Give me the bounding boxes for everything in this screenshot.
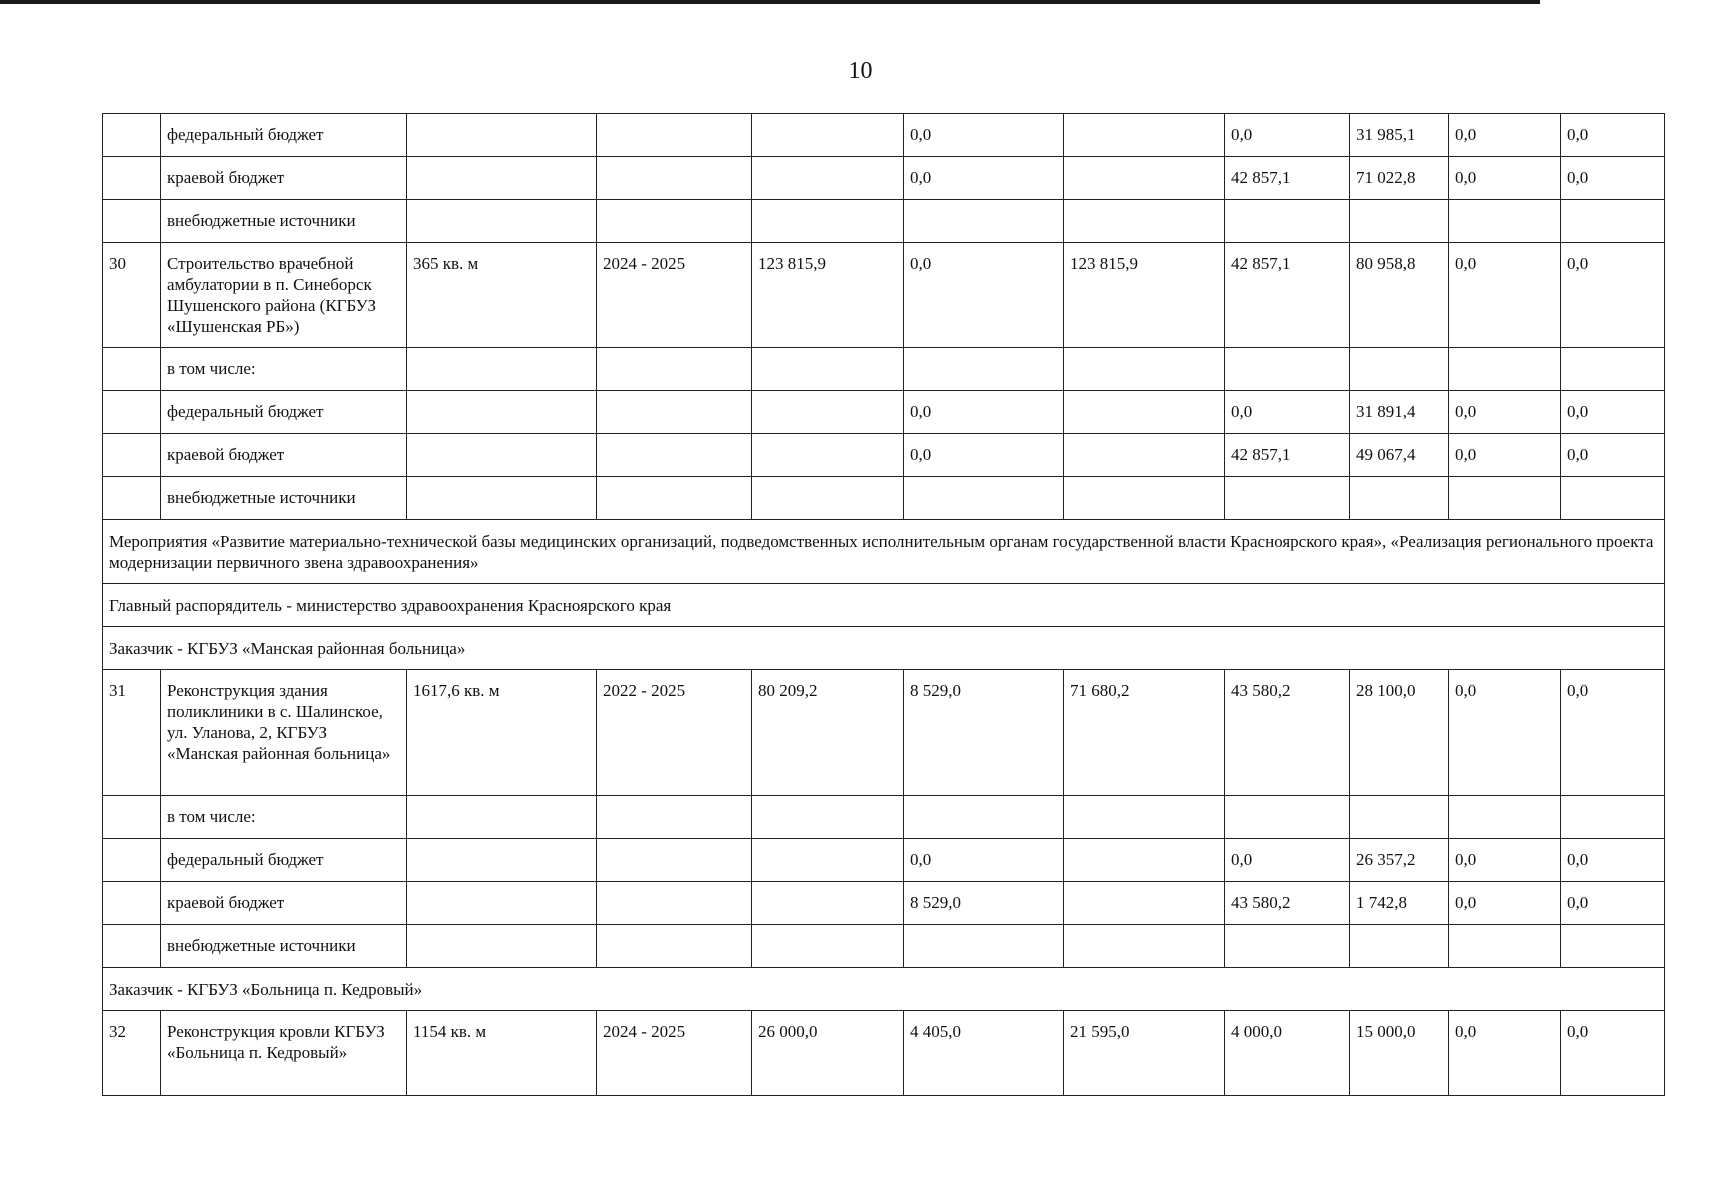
value-cell: 2024 - 2025 [597,1011,752,1096]
table-row [103,157,1665,200]
value-cell [1064,925,1225,968]
value-cell: 0,0 [1449,114,1561,157]
value-cell [1064,882,1225,925]
value-cell [407,796,597,839]
row-label-cell: федеральный бюджет [161,839,407,882]
value-cell [1064,157,1225,200]
value-cell [1225,200,1350,243]
row-label-cell: внебюджетные источники [161,925,407,968]
value-cell: 4 405,0 [904,1011,1064,1096]
value-cell: 28 100,0 [1350,670,1449,796]
value-cell [1350,200,1449,243]
value-cell: 42 857,1 [1225,157,1350,200]
value-cell: 1154 кв. м [407,1011,597,1096]
value-cell [1449,477,1561,520]
value-cell [904,200,1064,243]
budget-table [102,113,1665,1096]
value-cell [407,157,597,200]
value-cell [407,114,597,157]
row-number-cell [103,348,161,391]
value-cell [1561,200,1665,243]
value-cell: 71 680,2 [1064,670,1225,796]
row-label-cell: краевой бюджет [161,882,407,925]
value-cell [752,391,904,434]
value-cell [597,925,752,968]
row-label-cell: внебюджетные источники [161,200,407,243]
value-cell [1064,434,1225,477]
value-cell [1350,925,1449,968]
value-cell [597,157,752,200]
value-cell: 15 000,0 [1350,1011,1449,1096]
value-cell: 8 529,0 [904,670,1064,796]
row-label-cell: внебюджетные источники [161,477,407,520]
table-row [103,434,1665,477]
value-cell: 0,0 [904,243,1064,348]
value-cell: 2022 - 2025 [597,670,752,796]
value-cell: 26 000,0 [752,1011,904,1096]
value-cell [1064,391,1225,434]
value-cell: 42 857,1 [1225,243,1350,348]
value-cell: 43 580,2 [1225,882,1350,925]
value-cell: 0,0 [1225,391,1350,434]
row-number-cell: 30 [103,243,161,348]
row-number-cell: 31 [103,670,161,796]
value-cell [597,200,752,243]
value-cell: 0,0 [904,839,1064,882]
value-cell [752,796,904,839]
section-header-row [103,968,1665,1011]
value-cell: 0,0 [1449,1011,1561,1096]
table-row [103,114,1665,157]
value-cell [407,839,597,882]
row-label-cell: федеральный бюджет [161,114,407,157]
value-cell [904,477,1064,520]
row-label-cell: Реконструкция кровли КГБУЗ «Больница п. Кедровый» [161,1011,407,1096]
value-cell: 0,0 [1561,1011,1665,1096]
row-label-cell: краевой бюджет [161,434,407,477]
value-cell: 0,0 [1449,670,1561,796]
value-cell [1561,925,1665,968]
value-cell: 31 985,1 [1350,114,1449,157]
value-cell: 0,0 [1561,391,1665,434]
value-cell [1350,796,1449,839]
row-label-cell: Строительство врачебной амбулатории в п. Синеборск Шушенского района (КГБУЗ «Шушенская РБ») [161,243,407,348]
value-cell: 123 815,9 [1064,243,1225,348]
value-cell [752,925,904,968]
value-cell: 8 529,0 [904,882,1064,925]
value-cell: 80 209,2 [752,670,904,796]
value-cell [1561,348,1665,391]
value-cell [1064,477,1225,520]
value-cell [597,391,752,434]
row-number-cell [103,477,161,520]
value-cell [752,839,904,882]
value-cell [1350,477,1449,520]
row-label-cell: в том числе: [161,796,407,839]
value-cell [597,839,752,882]
row-number-cell [103,839,161,882]
row-number-cell: 32 [103,1011,161,1096]
value-cell: 4 000,0 [1225,1011,1350,1096]
page-number: 10 [848,58,873,84]
value-cell [1449,348,1561,391]
value-cell: 31 891,4 [1350,391,1449,434]
value-cell: 0,0 [1561,839,1665,882]
value-cell: 0,0 [1561,114,1665,157]
value-cell [1225,925,1350,968]
value-cell [1449,200,1561,243]
value-cell: 0,0 [1561,882,1665,925]
value-cell [407,882,597,925]
value-cell [752,477,904,520]
section-header-cell: Заказчик - КГБУЗ «Манская районная больница» [103,627,1665,670]
value-cell [407,434,597,477]
value-cell: 0,0 [1449,391,1561,434]
value-cell [1350,348,1449,391]
value-cell: 42 857,1 [1225,434,1350,477]
value-cell [1561,477,1665,520]
value-cell: 0,0 [1561,243,1665,348]
value-cell [1225,796,1350,839]
value-cell [1561,796,1665,839]
value-cell [1064,839,1225,882]
value-cell: 0,0 [1449,434,1561,477]
section-header-row [103,584,1665,627]
value-cell [1225,477,1350,520]
value-cell [597,434,752,477]
value-cell [407,477,597,520]
value-cell [407,925,597,968]
table-row [103,796,1665,839]
value-cell: 0,0 [904,391,1064,434]
value-cell [752,157,904,200]
value-cell: 1 742,8 [1350,882,1449,925]
section-header-cell: Заказчик - КГБУЗ «Больница п. Кедровый» [103,968,1665,1011]
value-cell: 0,0 [1225,839,1350,882]
top-border-line [0,0,1540,4]
value-cell [1225,348,1350,391]
value-cell [597,348,752,391]
row-number-cell [103,796,161,839]
table-row [103,882,1665,925]
value-cell: 0,0 [904,434,1064,477]
value-cell: 49 067,4 [1350,434,1449,477]
row-number-cell [103,157,161,200]
value-cell [1064,796,1225,839]
section-header-cell: Мероприятия «Развитие материально-технической базы медицинских организаций, подведомственных исполнительным органам государственной власти Красноярского края», «Реализация регионального проекта модернизации первичного звена здравоохранения» [103,520,1665,584]
value-cell: 21 595,0 [1064,1011,1225,1096]
table-row [103,200,1665,243]
row-number-cell [103,114,161,157]
value-cell: 0,0 [1561,434,1665,477]
value-cell [407,200,597,243]
table-row [103,925,1665,968]
item-row [103,670,1665,796]
row-number-cell [103,925,161,968]
value-cell [752,434,904,477]
row-label-cell: краевой бюджет [161,157,407,200]
row-number-cell [103,434,161,477]
row-number-cell [103,391,161,434]
value-cell: 0,0 [1449,243,1561,348]
value-cell [1449,796,1561,839]
value-cell [1064,348,1225,391]
section-header-cell: Главный распорядитель - министерство здравоохранения Красноярского края [103,584,1665,627]
value-cell: 0,0 [904,114,1064,157]
value-cell: 0,0 [1561,670,1665,796]
table-row [103,348,1665,391]
table-row [103,477,1665,520]
value-cell: 0,0 [1449,839,1561,882]
value-cell: 26 357,2 [1350,839,1449,882]
value-cell: 71 022,8 [1350,157,1449,200]
value-cell [1449,925,1561,968]
value-cell: 2024 - 2025 [597,243,752,348]
section-header-row [103,520,1665,584]
value-cell [407,391,597,434]
value-cell: 0,0 [1561,157,1665,200]
value-cell [1064,114,1225,157]
value-cell [597,796,752,839]
row-label-cell: Реконструкция здания поликлиники в с. Шалинское, ул. Уланова, 2, КГБУЗ «Манская районная больница» [161,670,407,796]
row-number-cell [103,200,161,243]
section-header-row [103,627,1665,670]
item-row [103,1011,1665,1096]
value-cell [752,114,904,157]
value-cell: 0,0 [1449,157,1561,200]
value-cell [597,114,752,157]
table-row [103,391,1665,434]
value-cell: 1617,6 кв. м [407,670,597,796]
value-cell [1064,200,1225,243]
item-row [103,243,1665,348]
value-cell [407,348,597,391]
value-cell [597,882,752,925]
row-label-cell: федеральный бюджет [161,391,407,434]
table-row [103,839,1665,882]
value-cell: 0,0 [1225,114,1350,157]
value-cell: 365 кв. м [407,243,597,348]
value-cell [904,796,1064,839]
value-cell: 0,0 [1449,882,1561,925]
value-cell: 123 815,9 [752,243,904,348]
value-cell: 0,0 [904,157,1064,200]
value-cell: 80 958,8 [1350,243,1449,348]
row-number-cell [103,882,161,925]
value-cell [752,882,904,925]
value-cell [904,348,1064,391]
value-cell [904,925,1064,968]
value-cell [752,348,904,391]
value-cell: 43 580,2 [1225,670,1350,796]
value-cell [752,200,904,243]
row-label-cell: в том числе: [161,348,407,391]
value-cell [597,477,752,520]
